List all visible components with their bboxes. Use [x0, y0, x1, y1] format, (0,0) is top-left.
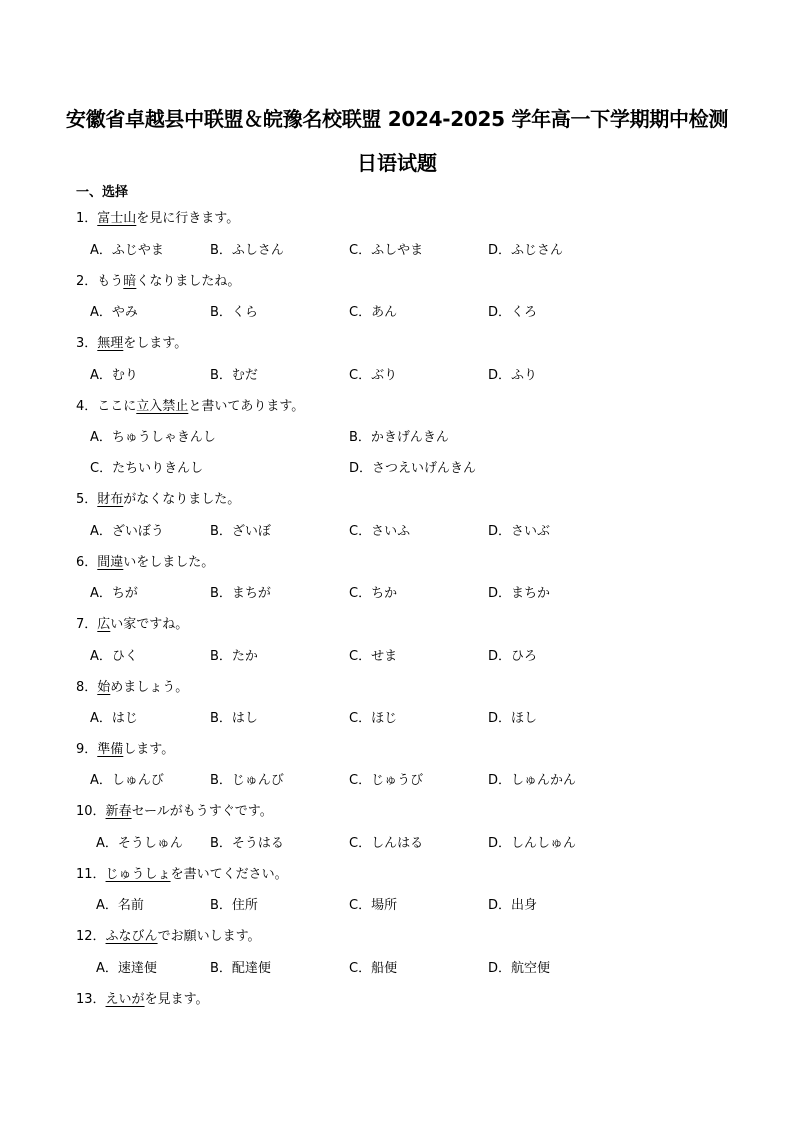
option-d: D．ふじさん — [488, 243, 564, 258]
question-text-post: セールがもうすぐです。 — [131, 804, 273, 819]
question-text-pre: ここに — [97, 399, 137, 414]
underlined-word: 暗 — [123, 274, 137, 289]
question-text-pre: もう — [97, 274, 124, 289]
option-d: D．まちか — [488, 586, 551, 601]
underlined-word: 無理 — [97, 336, 124, 351]
question-number: 2． — [76, 274, 98, 289]
option-c: C．さいふ — [349, 524, 411, 539]
question-number: 12． — [76, 929, 106, 944]
option-c: C．船便 — [349, 961, 398, 976]
question-text-post: をします。 — [123, 336, 188, 351]
underlined-word: 準備 — [97, 742, 124, 757]
question-9 — [76, 738, 174, 757]
option-a: A．しゅんび — [90, 773, 164, 788]
option-a: A．そうしゅん — [96, 836, 183, 851]
option-b: B．くら — [210, 305, 258, 320]
question-number: 1． — [76, 211, 98, 226]
question-number: 9． — [76, 742, 98, 757]
underlined-word: 立入禁止 — [136, 399, 189, 414]
question-8 — [76, 676, 188, 695]
question-number: 5． — [76, 492, 98, 507]
option-c: C．あん — [349, 305, 398, 320]
underlined-word: 始 — [97, 680, 111, 695]
option-b: B．住所 — [210, 898, 258, 913]
option-d: D．しゅんかん — [488, 773, 577, 788]
question-13 — [76, 988, 209, 1007]
document-title: 安徽省卓越县中联盟＆皖豫名校联盟 2024-2025 学年高一下学期期中检测 — [65, 107, 729, 131]
question-text-post: と書いてあります。 — [188, 399, 305, 414]
option-d: D．出身 — [488, 898, 538, 913]
question-1 — [76, 207, 239, 226]
option-a: A．やみ — [90, 305, 138, 320]
option-a: A．名前 — [96, 898, 144, 913]
question-text-post: でお願いします。 — [157, 929, 261, 944]
question-number: 13． — [76, 992, 106, 1007]
question-5 — [76, 488, 240, 507]
question-number: 7． — [76, 617, 98, 632]
option-c: C．じゅうび — [349, 773, 424, 788]
underlined-word: 広 — [97, 617, 111, 632]
underlined-word: えいが — [105, 992, 145, 1007]
option-c: C．ほじ — [349, 711, 398, 726]
underlined-word: 間違 — [97, 555, 124, 570]
option-d: D．くろ — [488, 305, 538, 320]
option-b: B．まちが — [210, 586, 271, 601]
option-c: C．場所 — [349, 898, 398, 913]
option-d: D．航空便 — [488, 961, 551, 976]
question-11 — [76, 863, 288, 882]
underlined-word: 財布 — [97, 492, 124, 507]
option-d: D．ひろ — [488, 649, 538, 664]
option-d: D．しんしゅん — [488, 836, 577, 851]
option-a: A．むり — [90, 368, 138, 383]
question-text-post: を見ます。 — [144, 992, 209, 1007]
option-c: C．せま — [349, 649, 398, 664]
question-3 — [76, 332, 187, 351]
question-number: 4． — [76, 399, 98, 414]
document-subtitle: 日语试题 — [357, 151, 437, 175]
question-number: 11． — [76, 867, 106, 882]
option-d: D．ほし — [488, 711, 538, 726]
option-d: D．さいぶ — [488, 524, 551, 539]
question-6 — [76, 551, 214, 570]
underlined-word: 富士山 — [97, 211, 137, 226]
option-d: D．さつえいげんきん — [349, 461, 477, 476]
question-12 — [76, 925, 261, 944]
question-text-post: を書いてください。 — [170, 867, 288, 882]
section-heading: 一、选择 — [76, 185, 129, 200]
option-a: A．ひく — [90, 649, 138, 664]
option-a: A．はじ — [90, 711, 138, 726]
option-a: A．ちが — [90, 586, 138, 601]
question-4 — [76, 395, 304, 414]
question-text-post: くなりましたね。 — [136, 274, 241, 289]
question-number: 10． — [76, 804, 106, 819]
option-c: C．たちいりきんし — [90, 461, 204, 476]
option-a: A．速達便 — [96, 961, 157, 976]
option-b: B．むだ — [210, 368, 258, 383]
question-number: 6． — [76, 555, 98, 570]
underlined-word: ふなびん — [105, 929, 158, 944]
underlined-word: 新春 — [105, 804, 132, 819]
option-a: A．ふじやま — [90, 243, 164, 258]
option-b: B．たか — [210, 649, 258, 664]
question-text-post: を見に行きます。 — [136, 211, 240, 226]
option-c: C．しんはる — [349, 836, 424, 851]
option-b: B．そうはる — [210, 836, 284, 851]
question-7 — [76, 613, 188, 632]
option-b: B．配達便 — [210, 961, 271, 976]
option-a: A．ざいぼう — [90, 524, 164, 539]
question-2 — [76, 270, 240, 289]
option-b: B．はし — [210, 711, 258, 726]
option-c: C．ふしやま — [349, 243, 424, 258]
option-d: D．ふり — [488, 368, 538, 383]
question-text-post: めましょう。 — [110, 680, 189, 695]
question-text-post: がなくなりました。 — [123, 492, 241, 507]
option-c: C．ぶり — [349, 368, 398, 383]
question-text-post: いをしました。 — [123, 555, 215, 570]
option-c: C．ちか — [349, 586, 398, 601]
question-number: 8． — [76, 680, 98, 695]
option-b: B．じゅんび — [210, 773, 284, 788]
question-text-post: します。 — [123, 742, 175, 757]
question-number: 3． — [76, 336, 98, 351]
question-text-post: い家ですね。 — [110, 617, 189, 632]
question-10 — [76, 800, 273, 819]
option-b: B．ざいぼ — [210, 524, 271, 539]
option-b: B．かきげんきん — [349, 430, 449, 445]
option-b: B．ふしさん — [210, 243, 284, 258]
option-a: A．ちゅうしゃきんし — [90, 430, 216, 445]
underlined-word: じゅうしょ — [105, 867, 171, 882]
